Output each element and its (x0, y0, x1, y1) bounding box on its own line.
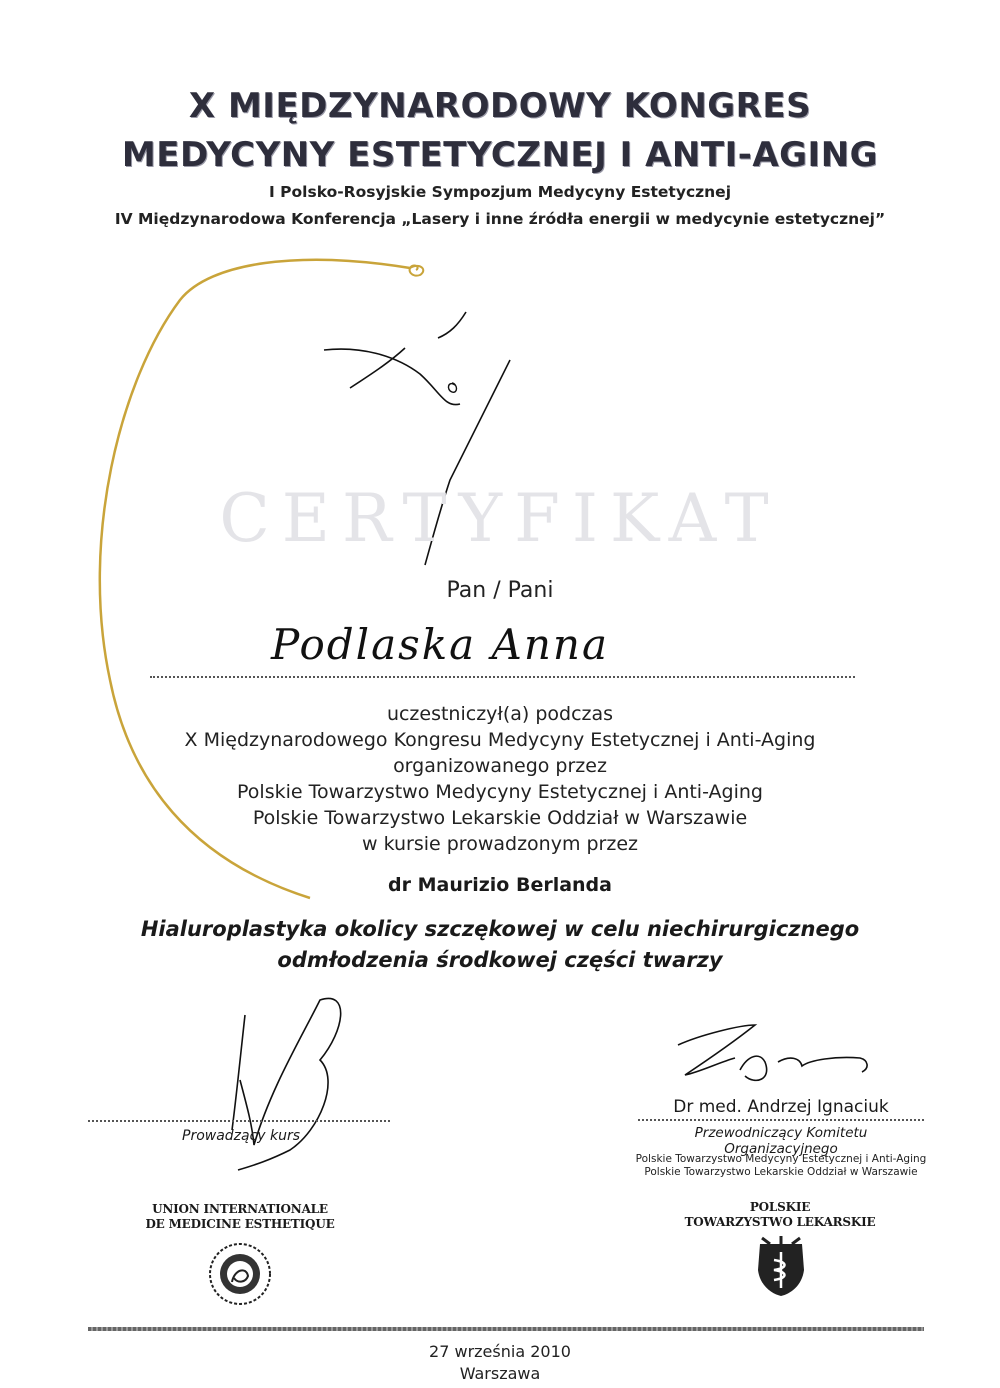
uime-label-line2: DE MEDICINE ESTHETIQUE (145, 1217, 335, 1231)
uime-logo-icon (204, 1238, 276, 1310)
right-signature (678, 1025, 867, 1080)
right-signer-name: Dr med. Andrzej Ignaciuk (673, 1097, 889, 1117)
left-signature-line (88, 1120, 390, 1122)
left-signature (232, 998, 341, 1170)
footer-rule (88, 1327, 924, 1331)
footer-date: 27 września 2010 (429, 1342, 571, 1361)
certificate-watermark: CERTYFIKAT (219, 480, 781, 557)
figure-stroke-3 (438, 312, 466, 338)
course-title-line1: Hialuroplastyka okolicy szczękowej w celu niechirurgicznego (140, 917, 860, 941)
gold-spiral (410, 265, 424, 275)
ptl-label-line1: POLSKIE (749, 1200, 811, 1214)
conference-subtitle: IV Międzynarodowa Konferencja „Lasery i inne źródła energii w medycynie estetycznej” (114, 210, 886, 228)
body-line-1: uczestniczył(a) podczas (386, 703, 614, 725)
figure-stroke-5 (448, 383, 456, 392)
body-line-3: organizowanego przez (393, 755, 607, 777)
figure-stroke-1 (324, 349, 460, 405)
course-title-line2: odmłodzenia środkowej części twarzy (277, 948, 723, 972)
right-signature-line (638, 1119, 924, 1121)
right-signer-org2: Polskie Towarzystwo Lekarskie Oddział w Warszawie (644, 1166, 918, 1178)
body-line-4: Polskie Towarzystwo Medycyny Estetycznej i Anti-Aging (237, 781, 763, 803)
ptl-label-line2: TOWARZYSTWO LEKARSKIE (684, 1215, 876, 1229)
uime-label-line1: UNION INTERNATIONALE (152, 1202, 328, 1216)
body-line-2: X Międzynarodowego Kongresu Medycyny Estetycznej i Anti-Aging (184, 729, 816, 751)
symposium-subtitle: I Polsko-Rosyjskie Sympozjum Medycyny Estetycznej (268, 183, 732, 201)
body-line-6: w kursie prowadzonym przez (361, 833, 639, 855)
recipient-name: Podlaska Anna (270, 620, 610, 669)
footer-city: Warszawa (459, 1364, 541, 1383)
right-signer-org1: Polskie Towarzystwo Medycyny Estetycznej i Anti-Aging (635, 1153, 927, 1165)
body-line-5: Polskie Towarzystwo Lekarskie Oddział w Warszawie (252, 807, 748, 829)
congress-title-line2: MEDYCYNY ESTETYCZNEJ I ANTI-AGING (121, 135, 879, 175)
recipient-name-line (150, 676, 855, 678)
lecturer-name: dr Maurizio Berlanda (388, 874, 612, 896)
ptl-crest-icon (748, 1234, 814, 1298)
left-signature-caption: Prowadzący kurs (182, 1128, 301, 1144)
congress-title-line1: X MIĘDZYNARODOWY KONGRES (188, 86, 812, 126)
right-signer-role: Przewodniczący Komitetu Organizacyjnego (694, 1125, 868, 1157)
salutation: Pan / Pani (446, 578, 554, 603)
